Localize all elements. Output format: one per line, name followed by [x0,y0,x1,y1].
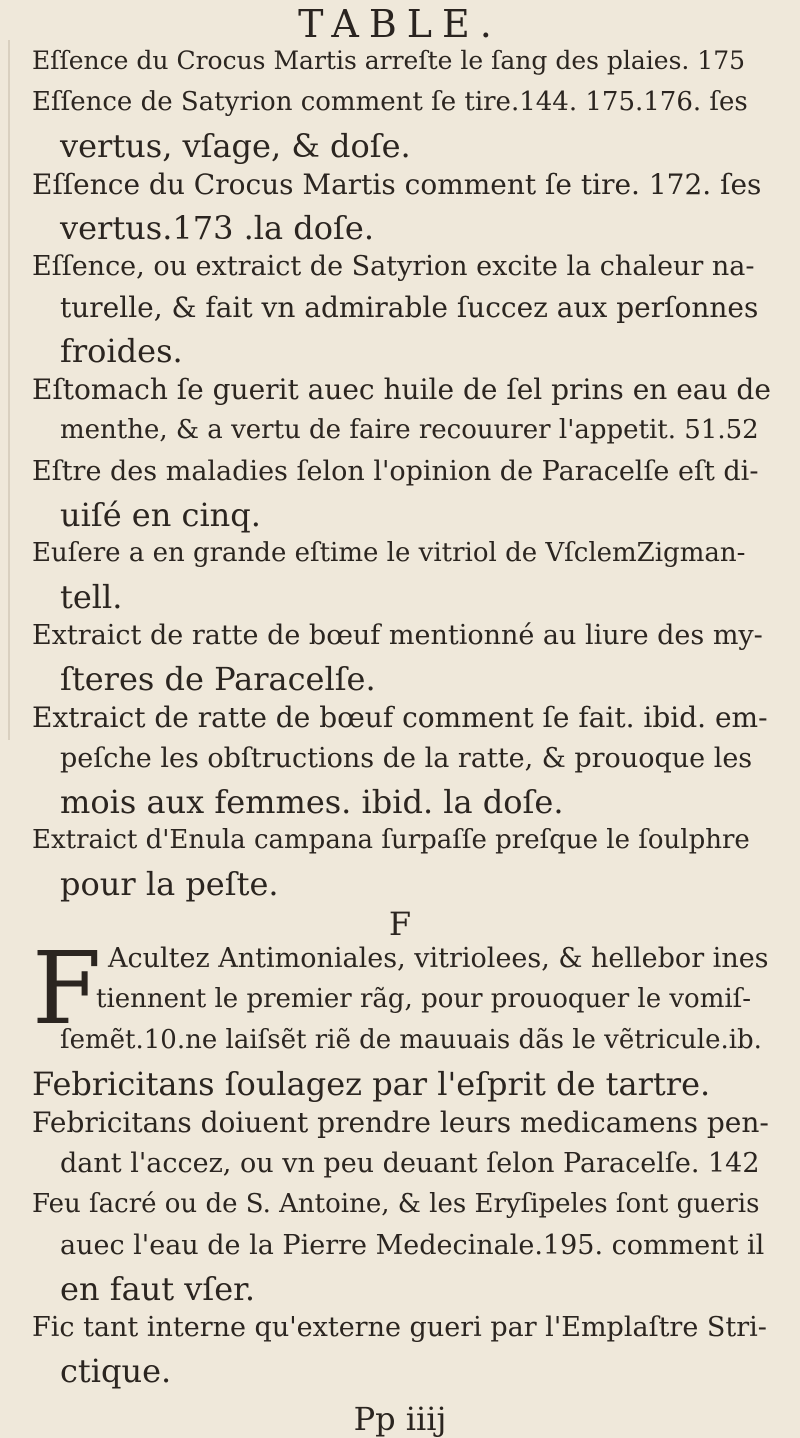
entry-line: en faut vſer. [60,1270,256,1308]
entry-line: froides. [60,332,183,370]
entry-line: Extraict d'Enula campana ſurpaſſe preſque le ſoulphre [32,825,750,855]
entry-line: ſteres de Paracelſe. [60,660,376,698]
entry-line: tell. [60,578,123,616]
entry-line: vertus.173 .la doſe. [60,209,374,247]
entry-line: menthe, & a vertu de faire recouurer l'appetit. 51.52 [60,415,759,445]
drop-cap-letter: F [32,930,102,1047]
entry-line: ſemẽt.10.ne laiſsẽt riẽ de mauuais dãs le vẽtricule.ib. [60,1025,762,1055]
entry-line: vertus, vſage, & doſe. [60,127,411,165]
entry-line: Eſſence du Crocus Martis comment ſe tire. 172. ſes [32,168,762,201]
page-header: TABLE. [298,2,502,46]
entry-line: Febricitans ſoulagez par l'eſprit de tartre. [32,1065,711,1103]
entry-line: auec l'eau de la Pierre Medecinale.195. comment il [60,1230,765,1261]
entry-line: Fic tant interne qu'externe gueri par l'Emplaſtre Stri- [32,1312,767,1343]
entry-line: Extraict de ratte de bœuf mentionné au liure des my- [32,620,763,651]
entry-line: Eſſence du Crocus Martis arreſte le ſang des plaies. 175 [32,46,746,75]
page-signature: Pp iiij [353,1400,447,1438]
entry-line: tiennent le premier rãg, pour prouoquer le vomiſ- [96,984,752,1014]
entry-line: Febricitans doiuent prendre leurs medicamens pen- [32,1106,769,1139]
entry-line: Eſſence de Satyrion comment ſe tire.144. 175.176. ſes [32,87,748,117]
entry-line: Eſſence, ou extraict de Satyrion excite la chaleur na- [32,251,755,282]
page-edge-shadow [8,40,10,740]
entry-line: ctique. [60,1352,172,1390]
entry-line: peſche les obſtructions de la ratte, & prouoque les [60,743,753,774]
entry-line: pour la peſte. [60,865,279,903]
entry-line: Eſtomach ſe guerit auec huile de ſel prins en eau de [32,373,771,406]
entry-line: Feu ſacré ou de S. Antoine, & les Eryſipeles ſont gueris [32,1189,760,1219]
entry-line: Extraict de ratte de bœuf comment ſe fait. ibid. em- [32,701,768,734]
entry-line: dant l'accez, ou vn peu deuant ſelon Paracelſe. 142 [60,1148,760,1179]
entry-line: uiſé en cinq. [60,496,261,534]
entry-line: turelle, & fait vn admirable ſuccez aux perſonnes [60,291,759,324]
entry-line: Euſere a en grande eſtime le vitriol de VſclemZigman- [32,538,746,568]
entry-line: mois aux femmes. ibid. la doſe. [60,783,564,821]
entry-line: Eſtre des maladies ſelon l'opinion de Paracelſe eſt di- [32,456,759,487]
section-letter: F [388,905,412,943]
entry-line: Acultez Antimoniales, vitriolees, & hellebor ines [108,943,769,974]
